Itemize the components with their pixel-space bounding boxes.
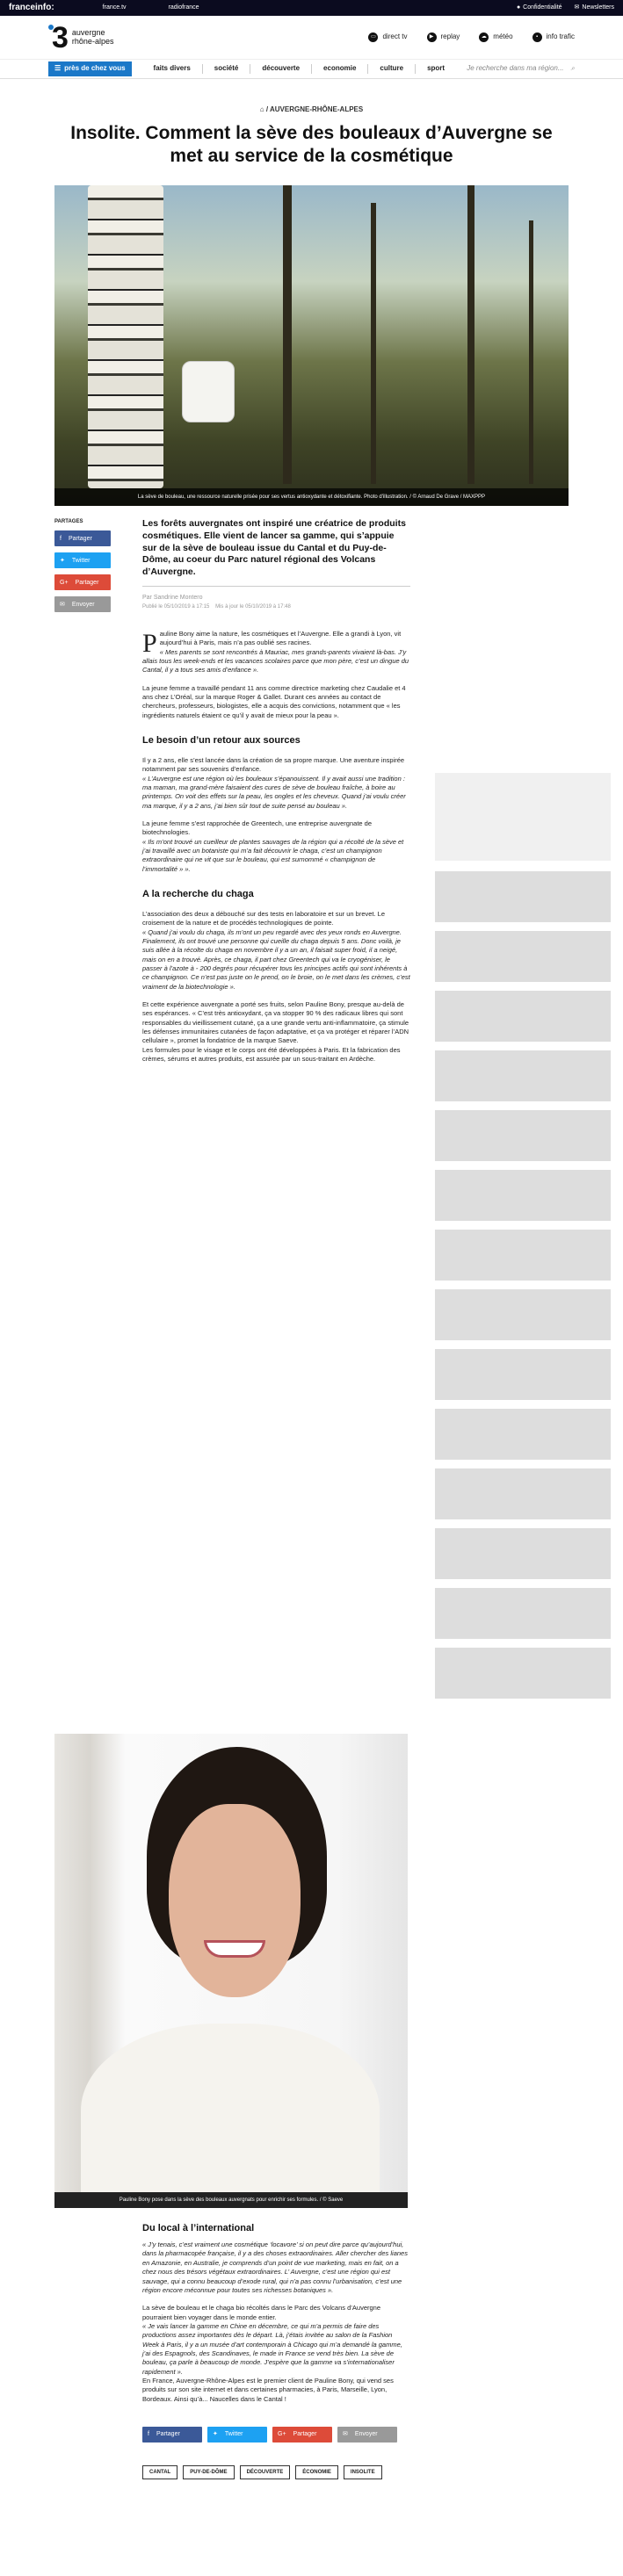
traffic-link[interactable]	[532, 32, 575, 42]
replay-label: replay	[440, 32, 460, 41]
portrait-image	[54, 1734, 408, 2208]
top-bar	[0, 0, 623, 16]
cloud-icon: ☁	[479, 32, 489, 42]
portrait-caption: Pauline Bony pose dans la sève des bouleaux auvergnats pour enrichir ses formules. / © Saeve	[54, 2192, 408, 2208]
nav-decouverte[interactable]: découverte	[250, 64, 311, 74]
hero-caption: La sève de bouleau, une ressource naturelle prisée pour ses vertus antioxydante et détoxifiante. Photo d'illustration. / © Arnaud De Grave / MAXPPP	[54, 488, 569, 506]
tag-insolite[interactable]: INSOLITE	[344, 2465, 382, 2479]
main-nav	[0, 60, 623, 79]
googleplus-share-label: Partager	[75, 579, 99, 586]
article-text	[142, 630, 410, 1064]
tv-icon: ▭	[368, 32, 378, 42]
envelope-icon: ✉	[343, 2431, 348, 2438]
paragraph: Les formules pour le visage et le corps ont été développées à Paris. Et la fabrication des crèmes, sérums et autres produits, est assurée par un sous-traitant en Ardèche.	[142, 1045, 401, 1064]
traffic-label: info trafic	[546, 32, 575, 41]
logo-number: 3	[52, 20, 69, 54]
section-heading: A la recherche du chaga	[142, 889, 254, 900]
portrait-smile	[204, 1940, 265, 1958]
topbar-right	[517, 4, 614, 11]
facebook-share-button[interactable]	[142, 2427, 202, 2443]
article-text	[142, 2222, 410, 2404]
related-block[interactable]	[435, 871, 611, 922]
newsletters-label: Newsletters	[582, 4, 614, 11]
paragraph: Et cette expérience auvergnate a porté ses fruits, selon Pauline Bony, presque au-delà de ses espérances. « C’est très antioxydant, ça va stopper 90 % des radicaux libres qui sont responsables du vieillissement cutané, ça a une grande vertu anti-inflammatoire, ça stimule les défenses immunitaires cutanées de façon adaptative, et ça va protéger et réparer l’ADN cellulaire », promet la fondatrice de la marque Saeve.	[142, 1000, 409, 1045]
logo-line2: rhône-alpes	[71, 36, 114, 46]
france3-logo[interactable]	[48, 20, 114, 54]
updated-date: Mis à jour le 05/10/2019 à 17:48	[215, 603, 291, 610]
article-content	[54, 518, 623, 1707]
logo-line1: auvergne	[71, 27, 105, 37]
article-body	[142, 518, 410, 1707]
breadcrumb	[0, 105, 623, 115]
tree-trunk	[467, 185, 474, 484]
article-title: Insolite. Comment la sève des bouleaux d’Auvergne se met au service de la cosmétique	[70, 122, 553, 167]
related-block[interactable]	[435, 1050, 611, 1101]
share-sidebar	[54, 518, 111, 1707]
privacy-label: Confidentialité	[523, 4, 562, 11]
quote: « Mes parents se sont rencontrés à Mauriac, mes grands-parents vivaient là-bas. J’y allais tous les week-ends et les vacances scolaires parce que mon père, c’est un dingue du Cantal, il y a tous ses amis d’enfance ».	[142, 647, 409, 675]
search-box[interactable]	[467, 64, 575, 74]
sap-canister	[182, 361, 235, 422]
right-sidebar	[435, 518, 611, 1707]
tree-trunk	[529, 220, 533, 484]
email-share-label: Envoyer	[354, 2431, 378, 2438]
site-header	[0, 16, 623, 60]
quote: « Ils m’ont trouvé un cueilleur de plantes sauvages de la région qui a récolté de la sève et j’ai travaillé avec un botaniste qui m’a fait découvrir le chaga, c’est un champignon extraordinaire qui ne vit que sur le bouleau, qui est surnommé « champignon de l’immortalité » ».	[142, 837, 404, 873]
direct-tv-link[interactable]	[368, 32, 407, 42]
nav-faits-divers[interactable]: faits divers	[153, 64, 191, 73]
paragraph: La sève de bouleau et le chaga bio récoltés dans le Parc des Volcans d’Auvergne pourraient bien voyager dans le monde entier.	[142, 2304, 381, 2321]
paragraph: Il y a 2 ans, elle s’est lancée dans la création de sa propre marque. Une aventure inspirée notamment par ses souvenirs d’enfance.	[142, 755, 405, 774]
france-tv-link[interactable]: france.tv	[102, 4, 127, 11]
hero-image	[54, 185, 569, 506]
tag-cantal[interactable]: CANTAL	[142, 2465, 177, 2479]
twitter-share-button[interactable]	[207, 2427, 267, 2443]
share-bottom	[142, 2427, 410, 2443]
googleplus-icon: G+	[60, 579, 69, 586]
breadcrumb-region[interactable]: / AUVERGNE-RHÔNE-ALPES	[265, 105, 364, 113]
paragraph: En France, Auvergne-Rhône-Alpes est le premier client de Pauline Bony, qui vend ses produits sur son site internet et dans certaines pharmacies, à Paris, Marseille, Lyon, Bordeaux. Ainsi qu’à... Naucelles dans le Cantal !	[142, 2376, 394, 2403]
googleplus-icon: G+	[278, 2431, 286, 2438]
related-block[interactable]	[435, 1528, 611, 1579]
logo-region	[72, 29, 114, 47]
email-share-label: Envoyer	[71, 601, 95, 608]
article-lead: Les forêts auvergnates ont inspiré une créatrice de produits cosmétiques. Elle vient de lancer sa gamme, qui s’appuie sur de la sève de bouleau issue du Cantal et du Puy-de-Dôme, au coeur du Parc naturel régional des Volcans d’Auvergne.	[142, 518, 406, 577]
related-block[interactable]	[435, 1230, 611, 1281]
related-block[interactable]	[435, 1289, 611, 1340]
nav-culture[interactable]: culture	[367, 64, 415, 74]
weather-label: météo	[493, 32, 513, 41]
facebook-icon: f	[60, 535, 62, 542]
twitter-share-button[interactable]	[54, 552, 111, 568]
paragraph: L’association des deux a débouché sur des tests en laboratoire et sur un brevet. Le croisement de la nature et de procédés technologiques de pointe.	[142, 909, 386, 927]
paragraph: Pauline Bony aime la nature, les cosmétiques et l’Auvergne. Elle a grandi à Lyon, vit aujourd’hui à Paris, mais n’a pas oublié ses racines.	[142, 629, 402, 659]
replay-link[interactable]	[427, 32, 460, 42]
related-block[interactable]	[435, 1648, 611, 1699]
newsletters-link[interactable]	[575, 4, 614, 11]
birch-trunk	[88, 185, 163, 488]
car-icon: ▪	[532, 32, 542, 42]
paragraph: La jeune femme s’est rapprochée de Greentech, une entreprise auvergnate de biotechnologies.	[142, 819, 372, 837]
quote: « Je vais lancer la gamme en Chine en décembre, ce qui m’a permis de faire des productions assez importantes dès le départ. Là, j’étais invitée au salon de la Fashion Week à Paris, il y a un musée d’art contemporain à Chicago qui m’a demandé la gamme, j’ai des Espagnols, des Scandinaves, le made in France se vend très bien. La sève de bouleau, ça parle à beaucoup de monde. J’espère que la gamme va s’internationaliser rapidement ».	[142, 2321, 402, 2376]
section-heading: Du local à l’international	[142, 2223, 255, 2234]
weather-link[interactable]	[479, 32, 512, 42]
tag-decouverte[interactable]: DÉCOUVERTE	[240, 2465, 291, 2479]
header-nav	[368, 32, 575, 42]
author-byline: Par Sandrine Montero	[142, 586, 410, 602]
play-icon: ▶	[427, 32, 437, 42]
tag-economie[interactable]: ÉCONOMIE	[295, 2465, 338, 2479]
email-share-button[interactable]	[54, 596, 111, 612]
related-block[interactable]	[435, 1170, 611, 1221]
page-bottom	[0, 2479, 623, 2576]
near-you-button[interactable]	[48, 61, 132, 76]
paragraph: La jeune femme a travaillé pendant 11 ans comme directrice marketing chez Caudalie et 4 ans chez L’Oréal, sur la marque Roger & Gallet. Durant ces années au contact de chercheurs, professeurs, biologistes, elle a acquis des convictions, notamment que « les ingrédients naturels étaient ce qu’il y avait de mieux pour la peau ».	[142, 683, 406, 719]
related-block[interactable]	[435, 1468, 611, 1519]
franceinfo-brand[interactable]: franceinfo:	[9, 3, 54, 13]
related-block[interactable]	[435, 1409, 611, 1460]
share-label: PARTAGES	[54, 519, 83, 525]
facebook-icon: f	[148, 2431, 149, 2438]
quote: « Quand j’ai voulu du chaga, ils m’ont un peu regardé avec des yeux ronds en Auvergne. Finalement, ils ont trouvé une personne qui cueille du chaga depuis 5 ans. Donc voilà, je suis allée à la récolte du chaga en novembre il y a un an, il faisait super froid, il a neigé, mais on en a trouvé. Après, ce chaga, il part chez Greentech qui va le cryogéniser, le passer à l’azote à - 200 degrés pour récupérer tous les principes actifs qui sont inhérents à ce champignon. Ce n’est pas juste on le prend, on le broie, on le met dans les crèmes, c’est vraiment de la biotechnologie ».	[142, 927, 410, 991]
direct-tv-label: direct tv	[382, 32, 408, 41]
tree-trunk	[371, 203, 376, 484]
ad-banner[interactable]	[435, 773, 611, 861]
related-block[interactable]	[435, 1349, 611, 1400]
radiofrance-link[interactable]: radiofrance	[168, 4, 199, 11]
facebook-share-label: Partager	[68, 535, 92, 542]
section-heading: Le besoin d’un retour aux sources	[142, 735, 301, 747]
search-icon[interactable]: ⌕	[570, 64, 575, 73]
home-icon[interactable]: ⌂	[259, 105, 264, 113]
facebook-share-button[interactable]	[54, 530, 111, 546]
twitter-share-label: Twitter	[71, 557, 91, 564]
twitter-icon: ✦	[60, 557, 65, 564]
related-block[interactable]	[435, 1110, 611, 1161]
nav-sport[interactable]: sport	[415, 64, 456, 74]
email-share-button[interactable]	[337, 2427, 397, 2443]
twitter-icon: ✦	[213, 2431, 218, 2438]
menu-icon: ☰	[54, 64, 62, 73]
nav-societe[interactable]: société	[202, 64, 250, 74]
portrait-shirt	[81, 2024, 380, 2208]
portrait-face	[169, 1804, 301, 1997]
quote: « L’Auvergne est une région où les bouleaux s’épanouissent. Il y avait aussi une tradition : ma maman, ma grand-mère faisaient des cures de sève de bouleau fraîche, à boire au printemps. On voit des effets sur la peau, les ongles et les cheveux. Quand j’ai voulu créer ma marque, il y a 2 ans, j’ai bien sûr tout de suite pensé au bouleau ».	[142, 774, 406, 810]
search-placeholder: Je recherche dans ma région...	[467, 64, 564, 73]
article-tail	[142, 2222, 410, 2479]
lock-icon: ●	[516, 4, 521, 11]
tree-trunk	[283, 185, 292, 484]
quote: « J’y tenais, c’est vraiment une cosmétique ‘locavore’ si on peut dire parce qu’aujourd’hui, dans la pharmacopée française, il y a des choses extraordinaires. Aller chercher des lianes en Amazonie, en Australie, je comprends d’un point de vue marketing, mais en fait, on a chez nous des trésors végétaux extraordinaires. L’ Auvergne, c’est une région qui est sauvage, qui a connu beaucoup d’exode rural, qui n’a pas connu l’urbanisation, c’est une région encore méconnue pour toutes ses richesses botaniques ».	[142, 2240, 408, 2294]
related-block[interactable]	[435, 991, 611, 1042]
nav-economie[interactable]: economie	[311, 64, 367, 74]
near-you-label: près de chez vous	[64, 64, 126, 73]
published-date: Publié le 05/10/2019 à 17:15	[142, 603, 210, 610]
tag-puy-de-dome[interactable]: PUY-DE-DÔME	[183, 2465, 234, 2479]
googleplus-share-label: Partager	[293, 2431, 317, 2438]
facebook-share-label: Partager	[156, 2431, 180, 2438]
mail-icon: ✉	[574, 4, 580, 11]
googleplus-share-button[interactable]	[272, 2427, 332, 2443]
googleplus-share-button[interactable]	[54, 574, 111, 590]
twitter-share-label: Twitter	[224, 2431, 243, 2438]
privacy-link[interactable]	[517, 4, 562, 11]
article-dates	[142, 603, 410, 610]
envelope-icon: ✉	[60, 601, 65, 608]
tag-list	[142, 2465, 388, 2479]
related-block[interactable]	[435, 1588, 611, 1639]
related-block[interactable]	[435, 931, 611, 982]
